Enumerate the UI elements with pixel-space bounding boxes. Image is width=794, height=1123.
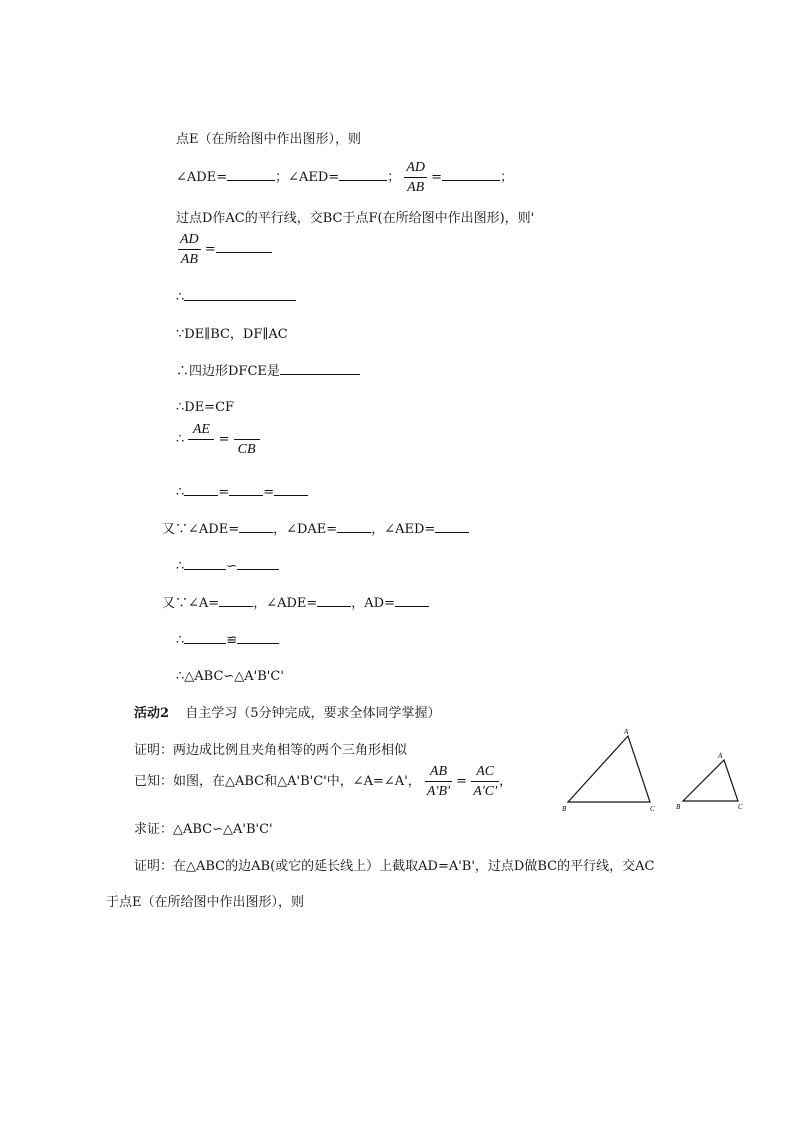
blank-field[interactable] bbox=[184, 631, 226, 644]
blank-field[interactable] bbox=[280, 362, 360, 375]
vertex-a1-label: A bbox=[718, 752, 723, 760]
numerator bbox=[234, 420, 260, 440]
triangle-abc-shape bbox=[568, 736, 650, 802]
vertex-b1-label: B bbox=[676, 803, 681, 811]
separator: ； bbox=[387, 170, 401, 185]
text: ，AD= bbox=[351, 596, 395, 611]
text: ，∠DAE= bbox=[273, 522, 338, 537]
line-parallel-df bbox=[176, 210, 534, 228]
text: 过点D作AC的平行线，交BC于点F(在所给图中作出图形)，则' bbox=[176, 211, 535, 226]
vertex-b-label: B bbox=[562, 805, 567, 813]
equals-sign: = bbox=[204, 242, 216, 257]
numerator: AB bbox=[429, 764, 447, 779]
blank-field[interactable] bbox=[435, 520, 469, 533]
equals-sign: = bbox=[218, 432, 230, 447]
blank-field[interactable] bbox=[274, 483, 308, 496]
text: 点E（在所给图中作出图形），则 bbox=[176, 132, 361, 147]
line-also-angle-a bbox=[162, 594, 429, 613]
text: 于点E（在所给图中作出图形），则 bbox=[106, 895, 304, 910]
equals-sign: = bbox=[263, 485, 275, 500]
line-therefore-1 bbox=[176, 288, 296, 307]
prove-line bbox=[134, 821, 273, 839]
blank-field[interactable] bbox=[184, 288, 296, 301]
fraction-cb bbox=[234, 420, 260, 459]
congruent-symbol: ≌ bbox=[226, 633, 238, 648]
blank-field[interactable] bbox=[339, 168, 387, 181]
activity-sub: 自主学习 bbox=[185, 706, 238, 721]
blank-field[interactable] bbox=[395, 594, 429, 607]
numerator: AD bbox=[180, 232, 199, 247]
given-line bbox=[134, 762, 512, 802]
denominator bbox=[188, 439, 214, 459]
blank-field[interactable] bbox=[184, 557, 226, 570]
line-similar bbox=[176, 557, 279, 576]
blank-field[interactable] bbox=[184, 483, 218, 496]
text: 证明：两边成比例且夹角相等的两个三角形相似 bbox=[134, 743, 408, 758]
therefore-symbol: ∴ bbox=[176, 559, 185, 574]
therefore-symbol: ∴ bbox=[176, 290, 185, 305]
line-point-e bbox=[176, 131, 361, 149]
blank-field[interactable] bbox=[216, 240, 272, 253]
numerator: AE bbox=[192, 422, 210, 437]
proof-line-2 bbox=[106, 894, 304, 912]
fraction-ab-a1b1 bbox=[425, 762, 452, 801]
fraction-ae bbox=[188, 420, 214, 459]
blank-field[interactable] bbox=[237, 557, 279, 570]
therefore-symbol: ∴ bbox=[176, 432, 185, 447]
text: ∴四边形DFCE是 bbox=[176, 364, 280, 379]
line-because-parallel bbox=[176, 326, 288, 344]
text: 证明：在△ABC的边AB(或它的延长线上）上截取AD=A'B'，过点D做BC的平行线，交AC bbox=[134, 859, 655, 874]
text: ∴△ABC∽△A'B'C' bbox=[176, 669, 284, 684]
line-de-cf bbox=[176, 399, 234, 417]
text: ∴DE=CF bbox=[176, 400, 235, 415]
denominator: A'B' bbox=[425, 781, 452, 801]
angle-aed-label: ；∠AED= bbox=[275, 170, 340, 185]
text: ∵DE∥BC，DF∥AC bbox=[176, 327, 288, 342]
blank-field[interactable] bbox=[337, 520, 371, 533]
vertex-a-label: A bbox=[624, 728, 629, 736]
triangle-figure bbox=[560, 725, 750, 820]
vertex-c1-label: C bbox=[738, 803, 743, 811]
blank-field[interactable] bbox=[237, 631, 279, 644]
triangle-a1b1c1 bbox=[676, 752, 743, 811]
line-angles-ratio bbox=[176, 158, 513, 197]
equals-sign: = bbox=[431, 170, 443, 185]
line-congruent bbox=[176, 631, 279, 650]
line-therefore-equal-chain bbox=[176, 483, 308, 502]
fraction-ad-ab-2 bbox=[178, 230, 201, 269]
separator: ； bbox=[500, 170, 514, 185]
triangle-a1b1c1-shape bbox=[683, 760, 738, 801]
numerator: AC bbox=[476, 764, 495, 779]
similar-symbol: ∽ bbox=[226, 559, 238, 574]
denominator: AB bbox=[404, 177, 427, 197]
blank-field[interactable] bbox=[442, 168, 500, 181]
proof-title bbox=[134, 742, 407, 760]
proof-line-1 bbox=[134, 858, 654, 876]
activity-label: 活动2 bbox=[134, 706, 170, 721]
line-also-angles bbox=[162, 520, 469, 539]
line-ratio-ae-cb bbox=[176, 420, 260, 460]
equals-sign: = bbox=[456, 774, 468, 789]
blank-field[interactable] bbox=[219, 594, 253, 607]
therefore-symbol: ∴ bbox=[176, 485, 185, 500]
vertex-c-label: C bbox=[650, 805, 655, 813]
fraction-ac-a1c1 bbox=[471, 762, 499, 801]
therefore-symbol: ∴ bbox=[176, 633, 185, 648]
text: 求证：△ABC∽△A'B'C' bbox=[134, 822, 273, 837]
fraction-ad-ab bbox=[404, 158, 427, 197]
text: 又∵∠ADE= bbox=[162, 522, 240, 537]
blank-field[interactable] bbox=[227, 168, 275, 181]
numerator: AD bbox=[406, 160, 426, 175]
angle-ade-label: ∠ADE= bbox=[176, 170, 228, 185]
line-conclusion bbox=[176, 668, 284, 686]
denominator: CB bbox=[237, 442, 256, 457]
triangle-abc bbox=[562, 728, 655, 813]
text: 已知：如图，在△ABC和△A'B'C'中，∠A=∠A'， bbox=[134, 774, 421, 789]
activity-heading bbox=[134, 705, 440, 723]
equals-sign: = bbox=[218, 485, 230, 500]
separator: ， bbox=[499, 774, 513, 789]
text: ，∠ADE= bbox=[253, 596, 318, 611]
text: ，∠AED= bbox=[371, 522, 436, 537]
blank-field[interactable] bbox=[229, 483, 263, 496]
activity-note: （5分钟完成，要求全体同学掌握） bbox=[237, 706, 441, 721]
line-quadrilateral bbox=[176, 362, 360, 381]
blank-field[interactable] bbox=[317, 594, 351, 607]
text: 又∵∠A= bbox=[162, 596, 220, 611]
line-ratio-ad-ab bbox=[178, 230, 272, 269]
blank-field[interactable] bbox=[239, 520, 273, 533]
denominator: A'C' bbox=[471, 781, 499, 801]
denominator: AB bbox=[178, 249, 201, 269]
